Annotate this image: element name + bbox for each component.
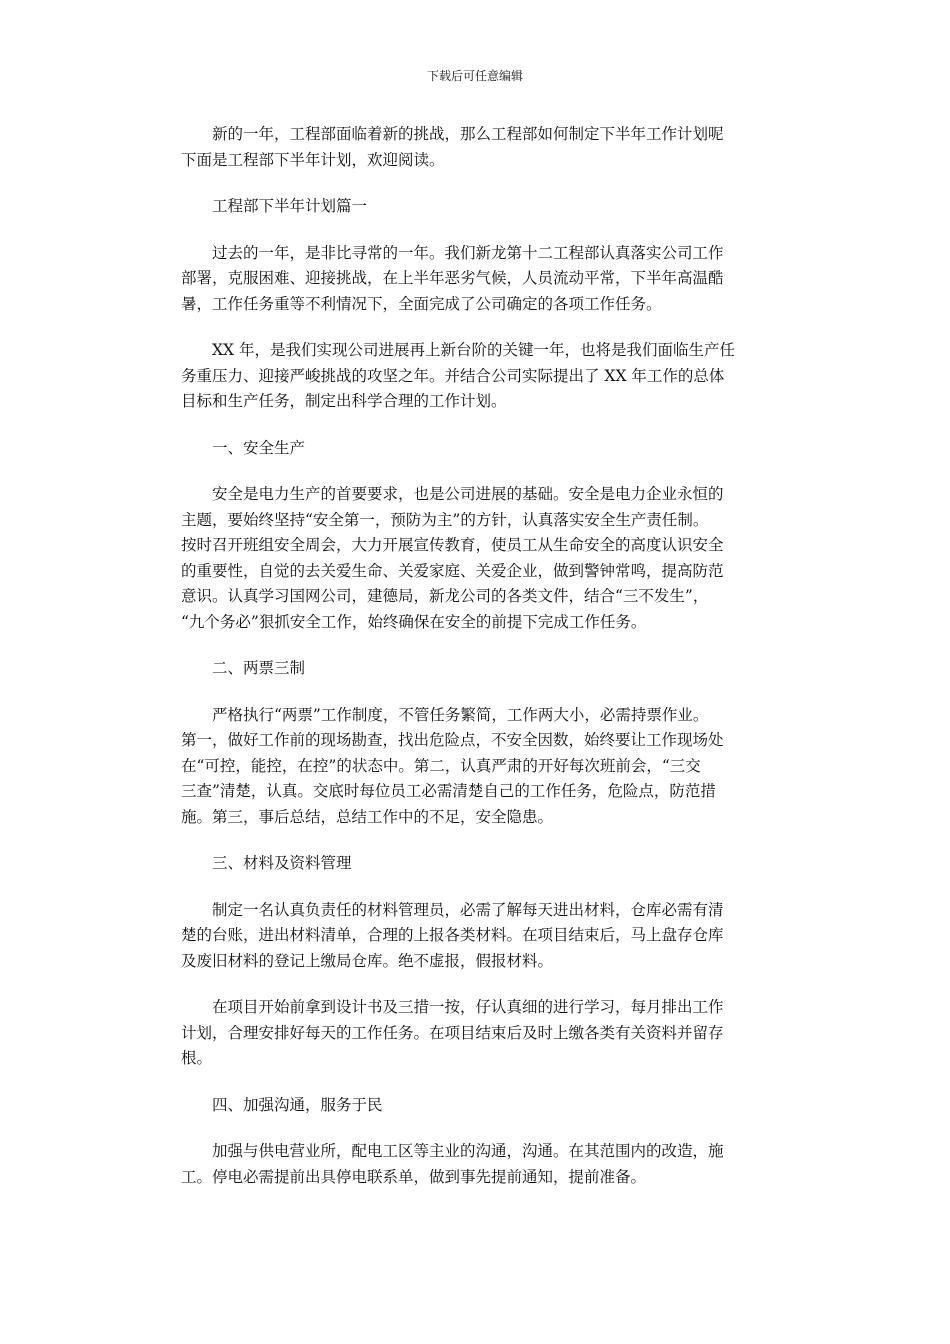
document-body [181,122,771,1211]
communication-paragraph: 加强与供电营业所，配电工区等主业的沟通，沟通。在其范围内的改造，施 工。停电必需提前出具停电联系单，做到事先提前通知，提前准备。 [181,1142,724,1186]
documents-paragraph: 在项目开始前拿到设计书及三措一按，仔认真细的进行学习，每月排出工作 计划，合理安排好每天的工作任务。在项目结束后及时上缴各类有关资料并留存 根。 [181,998,724,1067]
intro-paragraph: 新的一年，工程部面临着新的挑战，那么工程部如何制定下半年工作计划呢 下面是工程部下半年计划，欢迎阅读。 [181,125,724,169]
heading-two-tickets: 二、两票三制 [212,659,306,677]
safety-paragraph: 安全是电力生产的首要要求，也是公司进展的基础。安全是电力企业永恒的 主题，要始终坚持“安全第一，预防为主”的方针，认真落实安全生产责任制。 按时召开班组安全周会，大力开展宣传教育，使员工从生命安全的高度认识安全 的重要性，自觉的去关爱生命、关爱家庭、关爱企业，做到警钟常鸣，提高防范 意识。认真学习国网公司，建德局，新龙公司的各类文件，结合“三不发生”， “九个务必”狠抓安全工作，始终确保在安全的前提下完成工作任务。 [181,485,724,631]
two-tickets-paragraph: 严格执行“两票”工作制度，不管任务繁简，工作两大小，必需持票作业。 第一，做好工作前的现场勘查，找出危险点，不安全因数，始终要让工作现场处 在“可控，能控，在控”的状态中。第二，认真严肃的开好每次班前会，“三交 三查”清楚，认真。交底时每位员工必需清楚自己的工作任务，危险点，防范措 施。第三，事后总结，总结工作中的不足，安全隐患。 [181,705,724,826]
page-header-note: 下载后可任意编辑 [426,69,523,83]
goals-paragraph: XX 年，是我们实现公司进展再上新台阶的关键一年，也将是我们面临生产任 务重压力、迎接严峻挑战的攻坚之年。并结合公司实际提出了 XX 年工作的总体 目标和生产任务，制定出科学合理的工作计划。 [181,341,735,410]
section-title: 工程部下半年计划篇一 [212,197,368,215]
heading-safety-production: 一、安全生产 [212,438,306,457]
materials-paragraph: 制定一名认真负责任的材料管理员，必需了解每天进出材料，仓库必需有清 楚的台账，进出材料清单，合理的上报各类材料。在项目结束后，马上盘存仓库 及废旧材料的登记上缴局仓库。绝不虚报，假报材料。 [181,900,724,970]
heading-communication: 四、加强沟通，服务于民 [212,1095,383,1114]
heading-materials: 三、材料及资料管理 [212,854,352,872]
review-paragraph: 过去的一年，是非比寻常的一年。我们新龙第十二工程部认真落实公司工作 部署，克服困难、迎接挑战，在上半年恶劣气候，人员流动平常，下半年高温酷 暑，工作任务重等不利情况下，全面完成了公司确定的各项工作任务。 [181,243,724,313]
